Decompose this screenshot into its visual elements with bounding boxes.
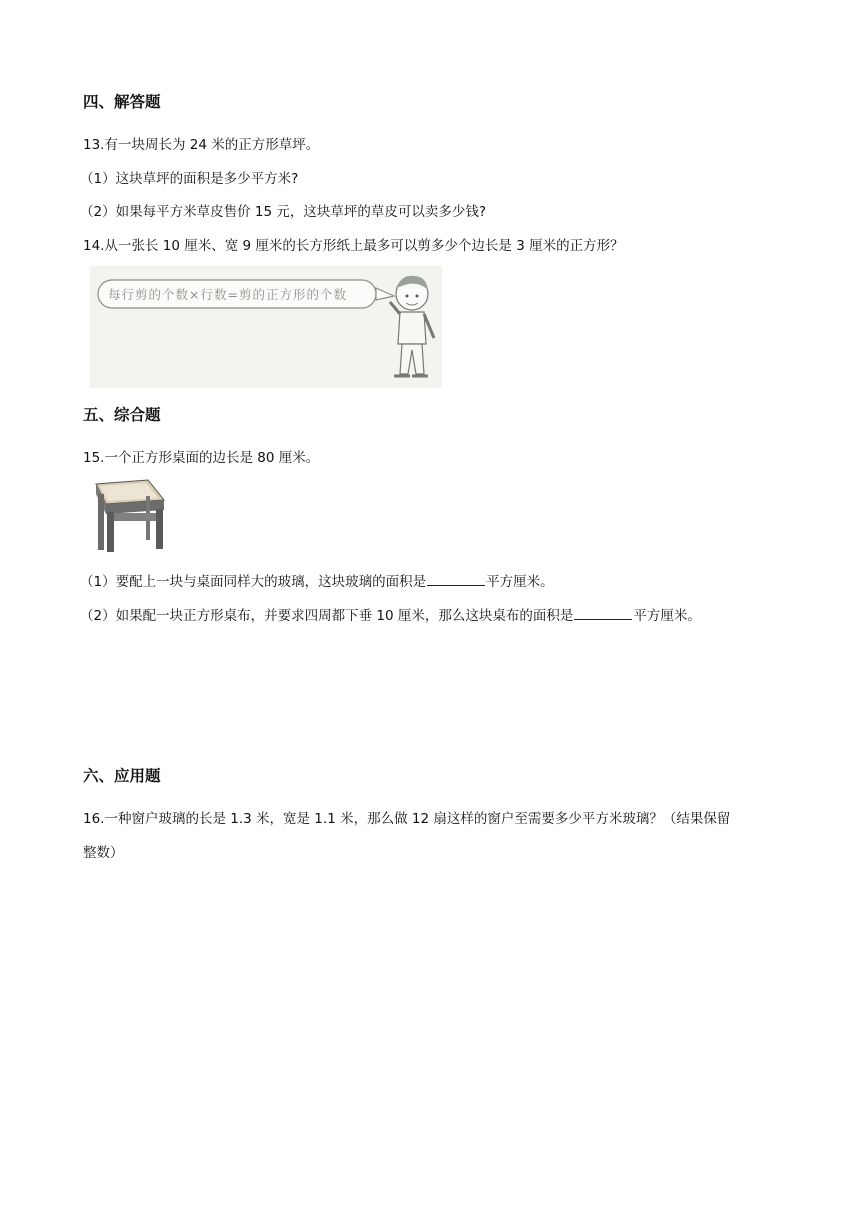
answer-blank-1 xyxy=(427,572,485,586)
table-illustration xyxy=(90,476,168,554)
question-15-part-1-text: （1）要配上一块与桌面同样大的玻璃，这块玻璃的面积是 xyxy=(80,574,427,590)
section-title-6: 六、应用题 xyxy=(83,767,161,785)
question-13-part-1: （1）这块草坪的面积是多少平方米? xyxy=(80,171,299,187)
section-title-4: 四、解答题 xyxy=(83,93,161,111)
boy-hint-illustration xyxy=(90,266,442,388)
question-15-part-2-unit: 平方厘米。 xyxy=(633,608,701,624)
question-14-stem: 14.从一张长 10 厘米、宽 9 厘米的长方形纸上最多可以剪多少个边长是 3 厘米的正方形？ xyxy=(83,238,624,254)
question-16-line-2: 整数） xyxy=(83,845,124,861)
table-icon xyxy=(90,476,168,554)
question-15-stem: 15.一个正方形桌面的边长是 80 厘米。 xyxy=(83,450,320,466)
question-16-line-1: 16.一种窗户玻璃的长是 1.3 米，宽是 1.1 米，那么做 12 扇这样的窗户至需要多少平方米玻璃？（结果保留 xyxy=(83,811,731,827)
question-13-stem: 13.有一块周长为 24 米的正方形草坪。 xyxy=(83,137,320,153)
section-title-5: 五、综合题 xyxy=(83,406,161,424)
question-15-part-1-unit: 平方厘米。 xyxy=(486,574,554,590)
hint-bubble-text: 每行剪的个数×行数=剪的正方形的个数 xyxy=(108,287,347,302)
answer-blank-2 xyxy=(574,606,632,620)
question-15-part-2 xyxy=(80,604,701,624)
question-15-part-2-text: （2）如果配一块正方形桌布，并要求四周都下垂 10 厘米，那么这块桌布的面积是 xyxy=(80,608,574,624)
question-13-part-2: （2）如果每平方米草皮售价 15 元，这块草坪的草皮可以卖多少钱? xyxy=(80,204,487,220)
question-15-part-1 xyxy=(80,570,554,590)
